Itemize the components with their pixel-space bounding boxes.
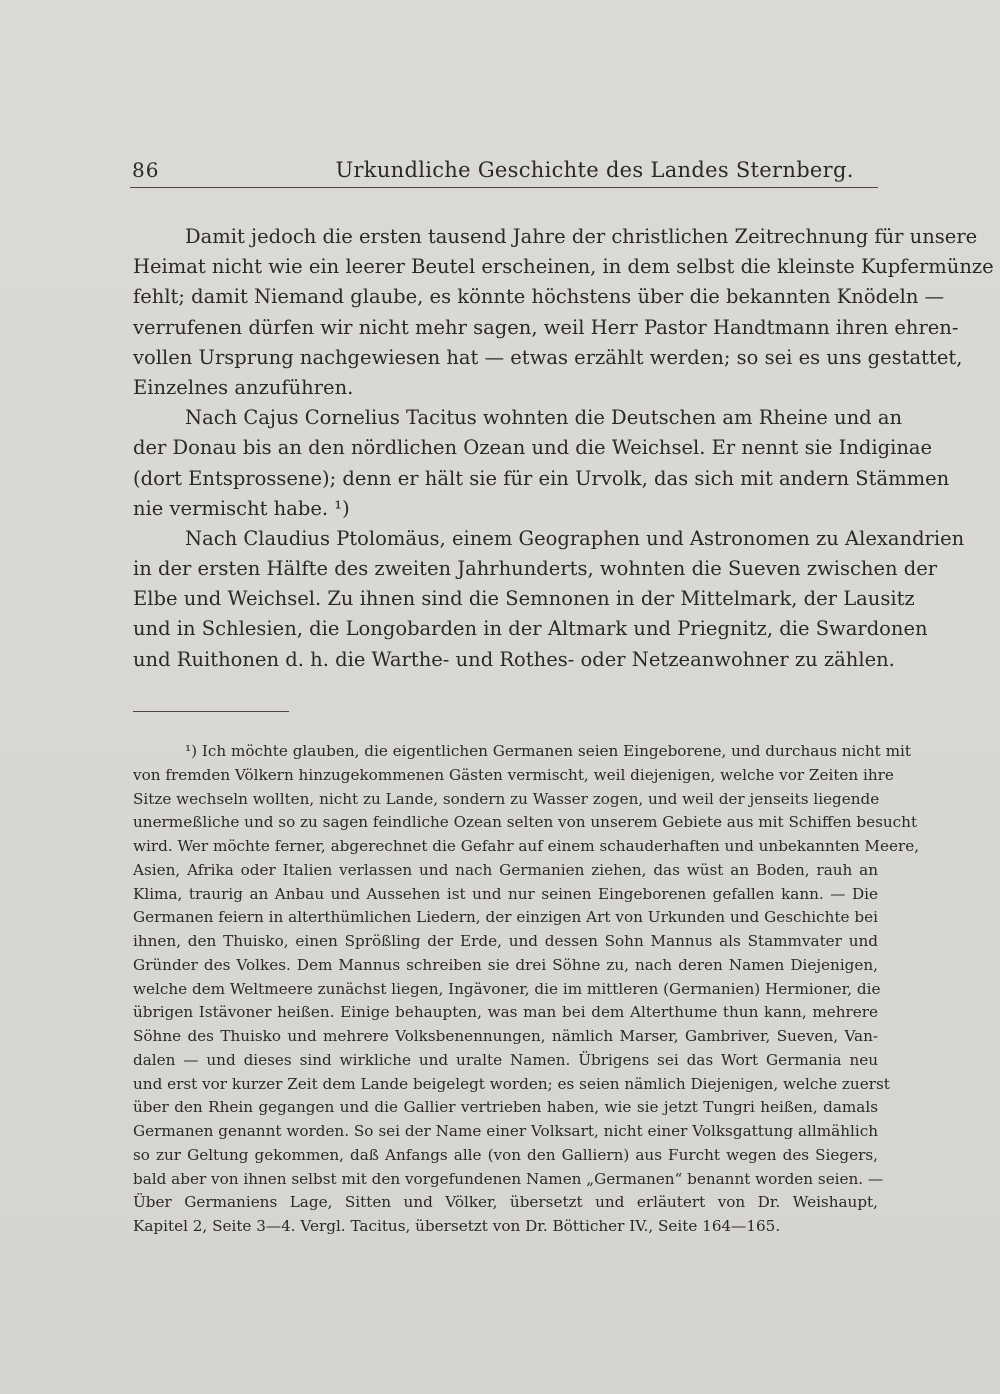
footnote-line: über den Rhein gegangen und die Gallier vertrieben haben, wie sie jetzt Tungri heißen, damals	[133, 1098, 878, 1117]
body-line: Nach Claudius Ptolomäus, einem Geographen und Astronomen zu Alexandrien	[185, 526, 965, 550]
footnote	[133, 740, 920, 1239]
footnote-line: Kapitel 2, Seite 3—4. Vergl. Tacitus, übersetzt von Dr. Bötticher IV., Seite 164—165.	[133, 1217, 781, 1235]
body-line: und Ruithonen d. h. die Warthe- und Rothes- oder Netzeanwohner zu zählen.	[133, 647, 895, 671]
footnote-line: Sitze wechseln wollten, nicht zu Lande, sondern zu Wasser zogen, und weil der jenseits liegende	[133, 789, 880, 808]
footnote-line: Asien, Afrika oder Italien verlassen und nach Germanien ziehen, das wüst an Boden, rauh an	[133, 860, 878, 879]
footnote-line: Über Germaniens Lage, Sitten und Völker, übersetzt und erläutert von Dr. Weishaupt,	[133, 1193, 878, 1212]
page-header	[132, 158, 877, 182]
body-line: und in Schlesien, die Longobarden in der Altmark und Priegnitz, die Swardonen	[133, 617, 928, 641]
body-line: der Donau bis an den nördlichen Ozean und die Weichsel. Er nennt sie Indiginae	[133, 436, 933, 460]
footnote-line: ihnen, den Thuisko, einen Sprößling der Erde, und dessen Sohn Mannus als Stammvater und	[133, 932, 878, 950]
body-line: verrufenen dürfen wir nicht mehr sagen, weil Herr Pastor Handtmann ihren ehren-	[133, 315, 959, 339]
body-line: nie vermischt habe. ¹)	[133, 496, 350, 520]
footnote-line: unermeßliche und so zu sagen feindliche Ozean selten von unserem Gebiete aus mit Schiffen besucht	[133, 813, 918, 832]
footnote-line: bald aber von ihnen selbst mit den vorgefundenen Namen „Germanen“ benannt worden seien. —	[133, 1169, 884, 1188]
footnote-line: ¹) Ich möchte glauben, die eigentlichen Germanen seien Eingeborene, und durchaus nicht mit	[185, 742, 911, 760]
footnote-line: Germanen feiern in alterthümlichen Liedern, der einzigen Art von Urkunden und Geschichte bei	[133, 908, 878, 927]
footnote-line: und erst vor kurzer Zeit dem Lande beigelegt worden; es seien nämlich Diejenigen, welche zuerst	[133, 1074, 890, 1093]
footnote-line: so zur Geltung gekommen, daß Anfangs alle (von den Galliern) aus Furcht wegen des Siegers,	[133, 1145, 878, 1164]
body-line: Damit jedoch die ersten tausend Jahre der christlichen Zeitrechnung für unsere	[185, 225, 978, 248]
body-line: fehlt; damit Niemand glaube, es könnte höchstens über die bekannten Knödeln —	[133, 285, 945, 309]
footnote-line: übrigen Istävoner heißen. Einige behaupten, was man bei dem Alterthume thun kann, mehrere	[133, 1003, 878, 1022]
header-rule	[130, 187, 878, 188]
footnote-line: von fremden Völkern hinzugekommenen Gästen vermischt, weil diejenigen, welche vor Zeiten ihre	[133, 765, 894, 784]
footnote-line: Germanen genannt worden. So sei der Name einer Volksart, nicht einer Volksgattung allmählich	[133, 1122, 878, 1140]
body-line: Nach Cajus Cornelius Tacitus wohnten die Deutschen am Rheine und an	[185, 406, 903, 430]
footnote-line: Gründer des Volkes. Dem Mannus schreiben sie drei Söhne zu, nach deren Namen Diejenigen,	[133, 955, 878, 974]
footnote-rule	[133, 711, 289, 712]
body-text	[133, 222, 994, 675]
body-line: Elbe und Weichsel. Zu ihnen sind die Semnonen in der Mittelmark, der Lausitz	[133, 587, 915, 611]
body-line: Heimat nicht wie ein leerer Beutel erscheinen, in dem selbst die kleinste Kupfermünze	[133, 255, 994, 279]
body-line: in der ersten Hälfte des zweiten Jahrhunderts, wohnten die Sueven zwischen der	[133, 557, 938, 581]
footnote-line: Söhne des Thuisko und mehrere Volksbenennungen, nämlich Marser, Gambriver, Sueven, Van-	[133, 1027, 878, 1045]
body-line: Einzelnes anzuführen.	[133, 375, 354, 399]
footnote-line: wird. Wer möchte ferner, abgerechnet die Gefahr auf einem schauderhaften und unbekannten Meere,	[133, 837, 920, 855]
running-title: Urkundliche Geschichte des Landes Sternberg.	[335, 158, 854, 182]
body-line: vollen Ursprung nachgewiesen hat — etwas erzählt werden; so sei es uns gestattet,	[133, 345, 963, 369]
footnote-line: dalen — und dieses sind wirkliche und uralte Namen. Übrigens sei das Wort Germania neu	[133, 1050, 878, 1069]
page-number: 86	[132, 158, 160, 182]
footnote-line: Klima, traurig an Anbau und Aussehen ist und nur seinen Eingeborenen gefallen kann. — Die	[133, 884, 878, 903]
footnote-line: welche dem Weltmeere zunächst liegen, Ingävoner, die im mittleren (Germanien) Hermioner, die	[133, 979, 881, 998]
body-line: (dort Entsprossene); denn er hält sie für ein Urvolk, das sich mit andern Stämmen	[133, 466, 950, 490]
